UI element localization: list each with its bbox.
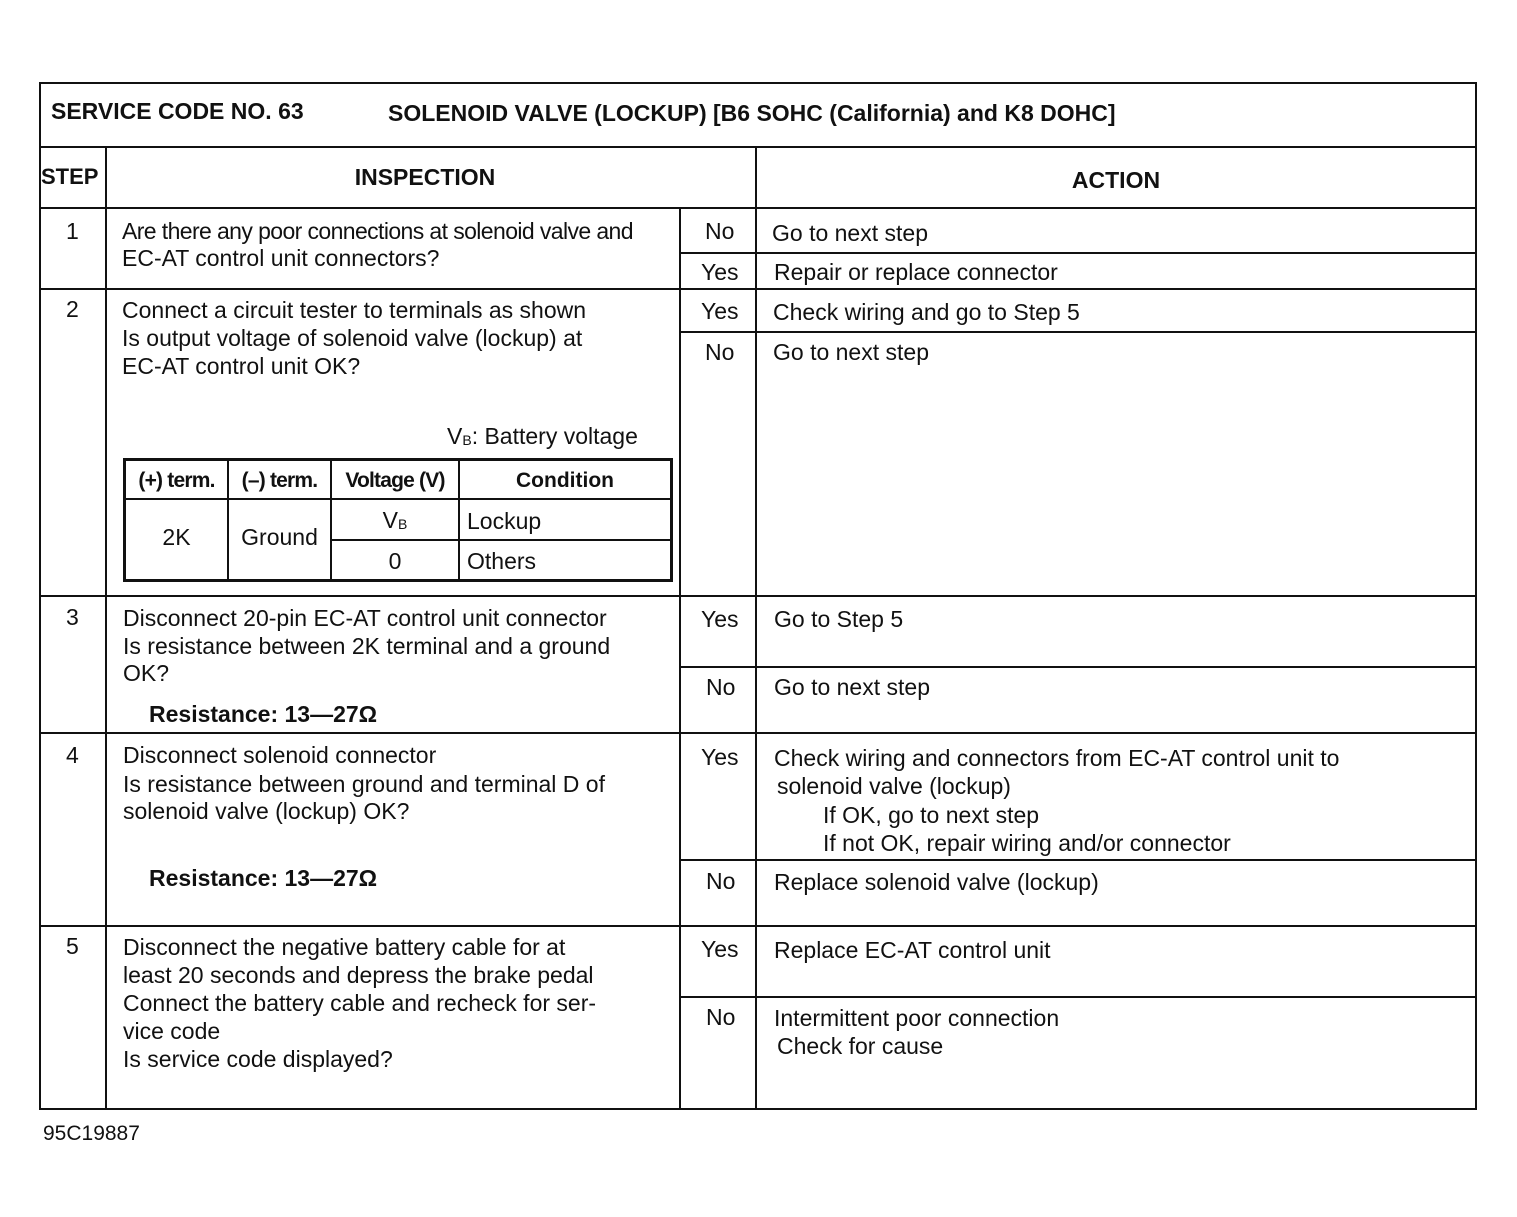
answer-column-divider xyxy=(679,207,681,1110)
inspection-text: OK? xyxy=(123,660,170,686)
inspection-text: Disconnect 20-pin EC-AT control unit connector xyxy=(123,605,607,631)
condition-value: Others xyxy=(467,548,537,574)
minus-terminal: Ground xyxy=(241,524,318,550)
voltage-table-header: (+) term. xyxy=(138,469,215,492)
step-number: 4 xyxy=(66,742,79,768)
action-text: Check wiring and connectors from EC-AT control unit to xyxy=(774,745,1340,771)
answer-divider xyxy=(679,252,1477,254)
resistance-spec: Resistance: 13—27Ω xyxy=(149,701,378,727)
answer-no: No xyxy=(706,1004,736,1030)
inspection-text: solenoid valve (lockup) OK? xyxy=(123,798,410,824)
inspection-text: EC-AT control unit connectors? xyxy=(122,245,440,271)
title-divider xyxy=(39,146,1477,148)
action-text: Go to next step xyxy=(773,339,929,365)
action-column-divider xyxy=(755,146,757,1110)
step-number: 3 xyxy=(66,604,79,630)
page-title: SOLENOID VALVE (LOCKUP) [B6 SOHC (California) and K8 DOHC] xyxy=(388,100,1116,126)
voltage-value: VB xyxy=(382,507,408,533)
answer-divider xyxy=(679,666,1477,668)
header-action: ACTION xyxy=(1071,167,1161,193)
voltage-table-divider xyxy=(330,539,673,541)
action-text: Go to Step 5 xyxy=(774,606,904,632)
inspection-text: Is resistance between ground and terminal D of xyxy=(123,771,605,797)
action-text: If OK, go to next step xyxy=(823,802,1040,828)
plus-terminal: 2K xyxy=(162,524,191,550)
voltage-table-header: Condition xyxy=(516,469,614,492)
inspection-text: least 20 seconds and depress the brake pedal xyxy=(123,962,594,988)
step-number: 5 xyxy=(66,933,79,959)
condition-value: Lockup xyxy=(467,508,542,534)
battery-voltage-note: VB: Battery voltage xyxy=(447,423,638,449)
action-text: Go to next step xyxy=(772,220,928,246)
row-divider xyxy=(39,925,1477,927)
header-step: STEP xyxy=(41,164,99,189)
answer-yes: Yes xyxy=(701,606,739,632)
inspection-text: EC-AT control unit OK? xyxy=(122,353,361,379)
voltage-table-header: Voltage (V) xyxy=(345,469,445,492)
inspection-text: vice code xyxy=(123,1018,221,1044)
answer-divider xyxy=(679,331,1477,333)
action-text: Check wiring and go to Step 5 xyxy=(773,299,1080,325)
action-text: Repair or replace connector xyxy=(774,259,1058,285)
action-text: Check for cause xyxy=(777,1033,944,1059)
answer-yes: Yes xyxy=(701,936,739,962)
inspection-text: Are there any poor connections at solenoid valve and xyxy=(122,218,633,244)
header-inspection: INSPECTION xyxy=(354,164,496,190)
answer-no: No xyxy=(705,339,735,365)
answer-yes: Yes xyxy=(701,259,739,285)
inspection-text: Is service code displayed? xyxy=(123,1046,393,1072)
action-text: If not OK, repair wiring and/or connector xyxy=(823,830,1231,856)
service-code-number: SERVICE CODE NO. 63 xyxy=(51,98,304,124)
answer-divider xyxy=(679,996,1477,998)
action-text: Intermittent poor connection xyxy=(774,1005,1060,1031)
inspection-text: Connect the battery cable and recheck for ser- xyxy=(123,990,597,1016)
action-text: Replace solenoid valve (lockup) xyxy=(774,869,1099,895)
answer-no: No xyxy=(706,674,736,700)
header-divider xyxy=(39,207,1477,209)
row-divider xyxy=(39,732,1477,734)
voltage-table-divider xyxy=(123,498,673,500)
voltage-table-header: (–) term. xyxy=(241,469,318,492)
action-text: solenoid valve (lockup) xyxy=(777,773,1011,799)
resistance-spec: Resistance: 13—27Ω xyxy=(149,865,378,891)
row-divider xyxy=(39,595,1477,597)
voltage-value: 0 xyxy=(388,548,402,574)
inspection-text: Is output voltage of solenoid valve (lockup) at xyxy=(122,325,583,351)
action-text: Go to next step xyxy=(774,674,930,700)
inspection-text: Disconnect the negative battery cable for at xyxy=(123,934,566,960)
answer-yes: Yes xyxy=(701,298,739,324)
step-number: 2 xyxy=(66,296,79,322)
inspection-text: Connect a circuit tester to terminals as shown xyxy=(122,297,587,323)
answer-no: No xyxy=(705,218,735,244)
inspection-text: Is resistance between 2K terminal and a ground xyxy=(123,633,611,659)
figure-id: 95C19887 xyxy=(43,1122,140,1145)
answer-no: No xyxy=(706,868,736,894)
step-number: 1 xyxy=(66,218,79,244)
action-text: Replace EC-AT control unit xyxy=(774,937,1051,963)
step-column-divider xyxy=(105,146,107,1110)
inspection-text: Disconnect solenoid connector xyxy=(123,742,437,768)
answer-divider xyxy=(679,859,1477,861)
answer-yes: Yes xyxy=(701,744,739,770)
row-divider xyxy=(39,288,1477,290)
